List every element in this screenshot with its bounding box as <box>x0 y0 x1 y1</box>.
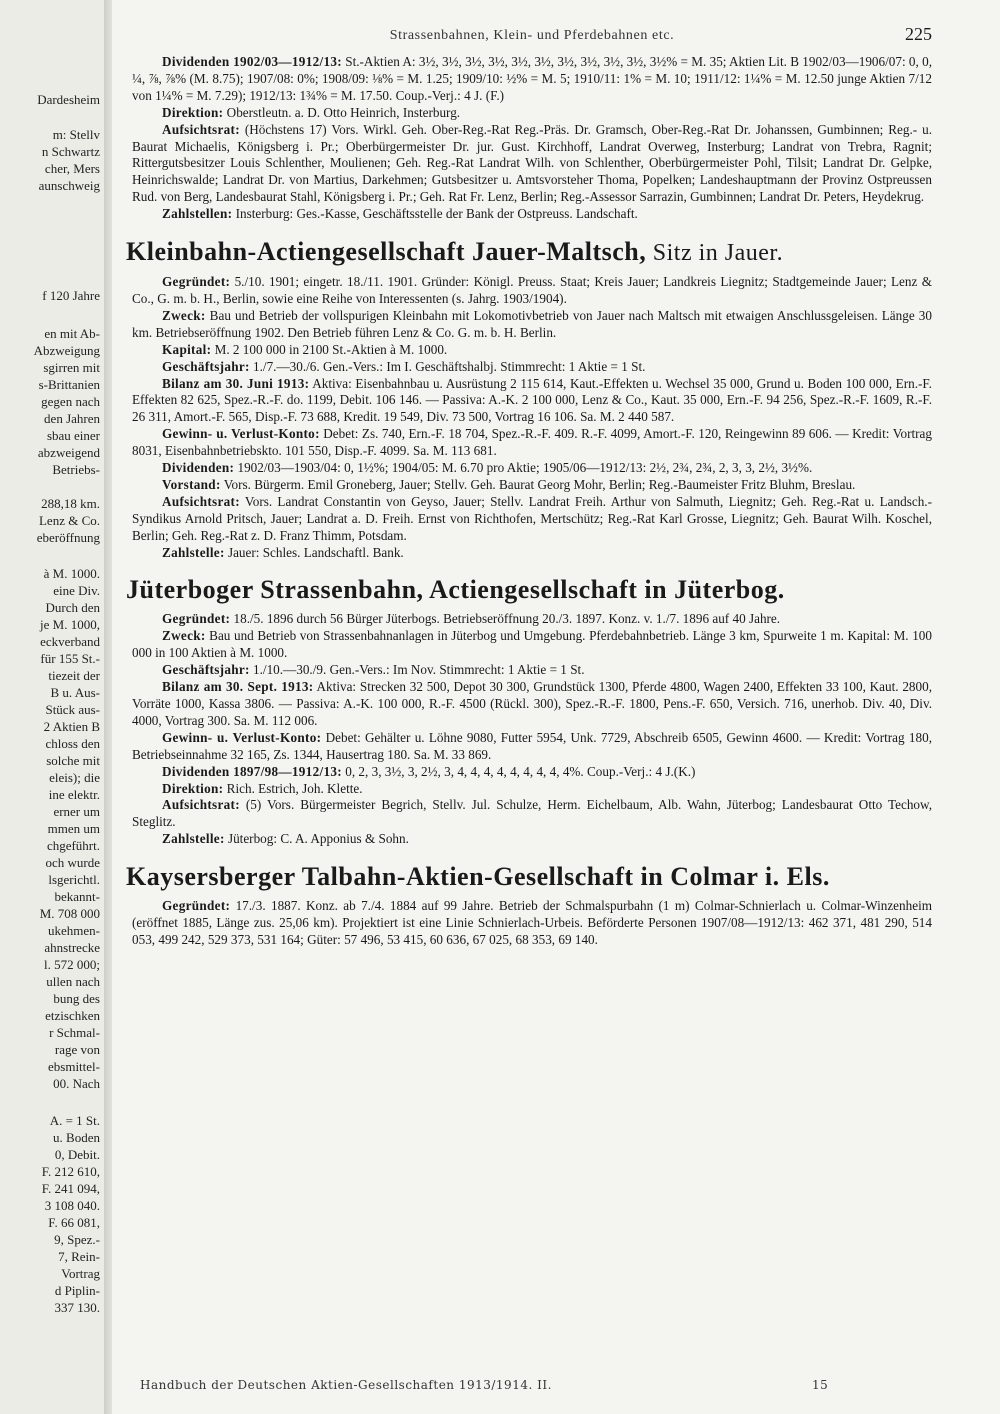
paragraph-label: Direktion: <box>162 780 224 796</box>
entry-paragraph <box>132 426 932 460</box>
facing-page-text-fragment: A. = 1 St. <box>49 1113 100 1128</box>
facing-page-text-fragment: 0, Debit. <box>54 1147 100 1162</box>
paragraph-text: M. 2 100 000 in 2100 St.-Aktien à M. 1000. <box>211 341 448 357</box>
facing-page-text-fragment: B u. Aus- <box>50 685 100 700</box>
facing-page-text-fragment: Durch den <box>45 600 100 615</box>
paragraph-text: Rich. Estrich, Joh. Klette. <box>223 780 363 796</box>
paragraph-label: Dividenden: <box>162 460 235 476</box>
facing-page-text-fragment: für 155 St.- <box>40 651 100 666</box>
facing-page-text-fragment: 288,18 km. <box>41 496 100 511</box>
facing-page-text-fragment: 7, Rein- <box>58 1249 100 1264</box>
facing-page-text-fragment: gegen nach <box>41 394 100 409</box>
paragraph-label: Gegründet: <box>162 274 231 290</box>
entry-paragraph <box>132 662 932 679</box>
entry-paragraph <box>132 628 932 662</box>
paragraph-label: Gewinn- u. Verlust-Konto: <box>162 729 322 745</box>
entry-paragraph <box>132 105 932 122</box>
facing-page-text-fragment: chloss den <box>45 736 100 751</box>
company-seat: Sitz in Jauer. <box>646 240 784 267</box>
paragraph-text: Debet: Zs. 740, Ern.-F. 18 704, Spez.-R.-F. 409. R.-F. 4099, Amort.-F. 120, Reingewinn 89 606. — Kredit: Vortrag 8031, Eisenbahnbetriebskto. 101 550, Disp.-F. 4099. Sa. M. 113 681. <box>132 426 933 459</box>
paragraph-text: 17./3. 1887. Konz. ab 7./4. 1884 auf 99 Jahre. Betrieb der Schmalspurbahn (1 m) Colmar-Schnierlach u. Colmar-Winzenheim (eröffnet 1885, Länge zus. 25,06 km). Projektiert ist eine Linie Schnierlach-Urbeis. Beförderte Personen 1907/08—1912/13: 462 371, 481 290, 514 053, 499 242, 529 373, 531 164; Güter: 57 496, 53 415, 60 636, 67 025, 68 353, 69 140. <box>132 898 932 947</box>
facing-page-text-fragment: en mit Ab- <box>44 326 100 341</box>
paragraph-text: Vors. Landrat Constantin von Geyso, Jauer; Stellv. Landrat Freih. Arthur von Salmuth, Liegnitz; Geh. Reg.-Rat u. Landsch.-Syndikus Arnold Pritsch, Jauer; Landrat a. D. Freih. Ernst von Richthofen, Mertschütz; Reg.-Rat Karl Grosse, Liegnitz; Geh. Baurat Wilh. Koschel, Berlin; Geh. Reg.-Rat z. D. Franz Thimm, Potsdam. <box>132 493 932 543</box>
paragraph-label: Gegründet: <box>162 898 231 914</box>
entry-paragraph <box>132 831 932 848</box>
paragraph-label: Zweck: <box>162 628 206 644</box>
company-heading <box>126 237 932 268</box>
facing-page-text-fragment: chgeführt. <box>46 838 100 853</box>
paragraph-text: Bau und Betrieb von Strassenbahnanlagen in Jüterbog und Umgebung. Pferdebahnbetrieb. Länge 3 km, Spurweite 1 m. Kapital: M. 100 000 in 100 Aktien à M. 1000. <box>132 628 932 661</box>
facing-page-text-fragment: rage von <box>54 1042 100 1057</box>
paragraph-text: 5./10. 1901; eingetr. 18./11. 1901. Gründer: Königl. Preuss. Staat; Kreis Jauer; Landkreis Liegnitz; Stadtgemeinde Jauer; Lenz & Co., G. m. b. H., Berlin, sowie eine Reihe von Interessenten (s. Jahrg. 1903/1904). <box>132 274 932 306</box>
facing-page-text-fragment: ukehmen- <box>48 923 100 938</box>
company-name: Kaysersberger Talbahn-Aktien-Gesellschaft in Colmar i. Els. <box>126 862 830 892</box>
entry-paragraph <box>132 206 932 223</box>
facing-page-text-fragment: à M. 1000. <box>43 566 100 581</box>
facing-page-text-fragment: d Piplin- <box>54 1283 100 1298</box>
paragraph-label: Zahlstelle: <box>162 831 225 847</box>
footer-note: Handbuch der Deutschen Aktien-Gesellschaften 1913/1914. II. <box>140 1378 552 1392</box>
facing-page-text-fragment: och wurde <box>45 855 100 870</box>
entry-paragraph <box>132 359 932 376</box>
facing-page-text-fragment: s-Brittanien <box>38 377 100 392</box>
paragraph-label: Zahlstelle: <box>162 544 225 560</box>
facing-page-text-fragment: erner um <box>53 804 100 819</box>
facing-page-text-fragment: aunschweig <box>38 178 100 193</box>
facing-page-text-fragment: sbau einer <box>46 428 100 443</box>
paragraph-text: Oberstleutn. a. D. Otto Heinrich, Insterburg. <box>223 104 461 120</box>
entry-paragraph <box>132 764 932 781</box>
facing-page-text-fragment: ine elektr. <box>48 787 100 802</box>
paragraph-label: Zweck: <box>162 307 206 323</box>
entry-paragraph <box>132 376 932 427</box>
entry-paragraph <box>132 545 932 562</box>
paragraph-text: (5) Vors. Bürgermeister Begrich, Stellv. Jul. Schulze, Herm. Eichelbaum, Alb. Wahn, Jüterbog; Landesbaurat Otto Techow, Steglitz. <box>132 797 932 830</box>
facing-page-text-fragment: abzweigend <box>37 445 100 460</box>
facing-page-text-fragment: f 120 Jahre <box>42 288 100 303</box>
facing-page-text-fragment: 2 Aktien B <box>43 719 100 734</box>
entry-paragraph <box>132 494 932 545</box>
paragraph-label: Geschäftsjahr: <box>162 358 250 374</box>
entry-paragraph <box>132 308 932 342</box>
facing-page-text-fragment: ullen nach <box>46 974 100 989</box>
entry-paragraph <box>132 477 932 494</box>
facing-page-text-fragment: bekannt- <box>54 889 100 904</box>
company-entry <box>126 575 932 848</box>
paragraph-text: 1902/03—1903/04: 0, 1½%; 1904/05: M. 6.70 pro Aktie; 1905/06—1912/13: 2½, 2¾, 2¾, 2, 3, 3, 2½, 3½%. <box>234 460 813 476</box>
facing-page-text-fragment: Abzweigung <box>33 343 100 358</box>
paragraph-text: Jauer: Schles. Landschaftl. Bank. <box>224 544 404 560</box>
paragraph-text: Bau und Betrieb der vollspurigen Kleinbahn mit Lokomotivbetrieb von Jauer nach Maltsch mit etwaigen Anschlussgeleisen. Länge 30 km. Betriebseröffnung 1902. Den Betrieb führen Lenz & Co. G. m. b. H. Berlin. <box>132 307 932 340</box>
paragraph-label: Gewinn- u. Verlust-Konto: <box>162 426 320 442</box>
facing-page-text-fragment: etzischken <box>45 1008 100 1023</box>
facing-page-text-fragment: 3 108 040. <box>44 1198 100 1213</box>
entry-paragraph <box>132 342 932 359</box>
paragraph-label: Bilanz am 30. Sept. 1913: <box>162 679 314 695</box>
facing-page-text-fragment: sgirren mit <box>43 360 100 375</box>
company-entry <box>126 237 933 561</box>
facing-page-text-fragment: M. 708 000 <box>39 906 100 921</box>
paragraph-text: 18./5. 1896 durch 56 Bürger Jüterbogs. Betriebseröffnung 20./3. 1897. Konz. v. 1./7. 1896 auf 40 Jahre. <box>230 611 781 627</box>
paragraph-label: Aufsichtsrat: <box>162 797 240 813</box>
company-name: Jüterboger Strassenbahn, Actiengesellschaft in Jüterbog. <box>126 575 785 605</box>
paragraph-text: Aktiva: Strecken 32 500, Depot 30 300, Grundstück 1300, Pferde 4800, Wagen 2400, Effekten 33 100, Kaut. 2800, Vorräte 1000, Kassa 3806. — Passiva: A.-K. 100 000, R.-F. 4500 (Rückl. 300), Spez.-R.-F. 1800, Pens.-F. 650, Versich. 716, unerhob. Div. 40, Div. 4000, Vortrag 300. Sa. M. 112 006. <box>132 679 932 728</box>
entries <box>126 237 933 949</box>
paragraph-label: Geschäftsjahr: <box>162 662 250 678</box>
company-name: Kleinbahn-Actiengesellschaft Jauer-Maltsch, <box>126 237 647 267</box>
entry-paragraph <box>132 54 932 105</box>
facing-page-text-fragment: Lenz & Co. <box>38 513 100 528</box>
facing-page-text-fragment: u. Boden <box>53 1130 100 1145</box>
facing-page-text-fragment: ahnstrecke <box>44 940 100 955</box>
entry-paragraph <box>132 122 932 207</box>
paragraph-label: Vorstand: <box>162 476 221 492</box>
entry-paragraph <box>132 730 932 764</box>
facing-page-text-fragment: F. 241 094, <box>41 1181 100 1196</box>
facing-page-text-fragment: den Jahren <box>44 411 100 426</box>
facing-page-text-fragment: Betriebs- <box>52 462 100 477</box>
paragraph-label: Dividenden 1902/03—1912/13: <box>162 54 342 69</box>
page-body <box>126 24 933 949</box>
paragraph-text: Debet: Gehälter u. Löhne 9080, Futter 5954, Unk. 7729, Abschreib 6505, Gewinn 4600. — Kredit: Vortrag 180, Betriebseinnahme 32 165, Zs. 1344, Hausertrag 180. Sa. M. 33 869. <box>132 729 932 762</box>
continued-entry <box>132 54 932 223</box>
paragraph-label: Dividenden 1897/98—1912/13: <box>162 763 342 779</box>
paragraph-text: Aktiva: Eisenbahnbau u. Ausrüstung 2 115 614, Kaut.-Effekten u. Wechsel 35 000, Grund u. Boden 100 000, Ern.-F. Effekten 82 625, Spez.-R.-F. do. 1199, Debit. 106 146. — Passiva: A.-K. 2 100 000, Lenz & Co., Kaut. 35 000, Ern.-F. 94 256, Spez.-R.-F. 1609, R.-F. 26 311, Amort.-F. 565, Disp.-F. 73 688, Kredit. 19 549, Div. 73 500, Vortrag 16 106. Sa. M. 2 440 587. <box>132 375 932 425</box>
facing-page-text-fragment: r Schmal- <box>49 1025 100 1040</box>
paragraph-text: Insterburg: Ges.-Kasse, Geschäftsstelle der Bank der Ostpreuss. Landschaft. <box>232 206 638 222</box>
running-head <box>132 24 932 54</box>
facing-page-text-fragment: n Schwartz <box>41 144 100 159</box>
paragraph-label: Aufsichtsrat: <box>162 493 240 509</box>
facing-page-text-fragment: cher, Mers <box>44 161 100 176</box>
facing-page-text-fragment: eleis); die <box>49 770 100 785</box>
facing-page-text-fragment: ebsmittel- <box>48 1059 100 1074</box>
facing-page-margin <box>0 0 112 1414</box>
entry-paragraph <box>132 898 932 949</box>
entry-paragraph <box>132 797 932 831</box>
facing-page-text-fragment: Vortrag <box>61 1266 100 1281</box>
company-heading <box>126 575 932 605</box>
paragraph-label: Zahlstellen: <box>162 206 233 222</box>
company-heading <box>126 862 932 892</box>
binding-seam <box>104 0 112 1414</box>
paragraph-label: Kapital: <box>162 341 212 357</box>
facing-page-text-fragment: eckverband <box>40 634 100 649</box>
facing-page-text-fragment: mmen um <box>47 821 100 836</box>
page-number: 225 <box>905 24 932 44</box>
facing-page-text-fragment: eine Div. <box>53 583 100 598</box>
paragraph-text: 1./10.—30./9. Gen.-Vers.: Im Nov. Stimmrecht: 1 Aktie = 1 St. <box>249 662 585 678</box>
facing-page-text-fragment: l. 572 000; <box>44 957 100 972</box>
facing-page-text-fragment: F. 66 081, <box>48 1215 100 1230</box>
facing-page-text-fragment: 9, Spez.- <box>54 1232 100 1247</box>
paragraph-label: Direktion: <box>162 104 224 120</box>
paragraph-label: Gegründet: <box>162 611 231 627</box>
facing-page-text-fragment: 337 130. <box>54 1300 100 1315</box>
facing-page-text-fragment: je M. 1000, <box>40 617 100 632</box>
facing-page-text-fragment: Dardesheim <box>37 92 100 107</box>
facing-page-text-fragment: tiezeit der <box>48 668 100 683</box>
paragraph-text: 1./7.—30./6. Gen.-Vers.: Im I. Geschäftshalbj. Stimmrecht: 1 Aktie = 1 St. <box>249 358 646 374</box>
entry-paragraph <box>132 679 932 730</box>
facing-page-text-fragment: 00. Nach <box>53 1076 100 1091</box>
facing-page-text-fragment: Stück aus- <box>45 702 100 717</box>
paragraph-label: Aufsichtsrat: <box>162 121 240 137</box>
facing-page-text-fragment: m: Stellv <box>52 127 100 142</box>
company-entry <box>126 862 932 949</box>
facing-page-text-fragment: F. 212 610, <box>41 1164 100 1179</box>
signature-mark: 15 <box>812 1378 829 1392</box>
facing-page-text-fragment: solche mit <box>46 753 100 768</box>
entry-paragraph <box>132 274 932 308</box>
running-title: Strassenbahnen, Klein- und Pferdebahnen etc. <box>389 28 675 43</box>
entry-paragraph <box>132 611 932 628</box>
facing-page-text-fragment: eberöffnung <box>36 530 100 545</box>
paragraph-text: St.-Aktien A: 3½, 3½, 3½, 3½, 3½, 3½, 3½, 3½, 3½, 3½, 3½% = M. 35; Aktien Lit. B 1902/03—1906/07: 0, 0, ¼, ⅞, ⅞% (M. 8.75); 1907/08: 0%; 1908/09: ⅛% = M. 1.25; 1909/10: ½% = M. 5; 1910/11: 1% = M. 10; 1911/12: 1¼% = M. 12.50 junge Aktien 7/12 von 1¼% = M. 7.29); 1912/13: 1¾% = M. 17.50. Coup.-Verj.: 4 J. (F.) <box>132 54 933 103</box>
paragraph-text: 0, 2, 3, 3½, 3, 2½, 3, 4, 4, 4, 4, 4, 4, 4, 4, 4%. Coup.-Verj.: 4 J.(K.) <box>341 763 696 779</box>
paragraph-text: Vors. Bürgerm. Emil Groneberg, Jauer; Stellv. Geh. Baurat Georg Mohr, Berlin; Reg.-Baumeister Fritz Bluhm, Breslau. <box>220 476 856 492</box>
facing-page-text-fragment: lsgerichtl. <box>48 872 100 887</box>
paragraph-text: (Höchstens 17) Vors. Wirkl. Geh. Ober-Reg.-Rat Reg.-Präs. Dr. Gramsch, Ober-Reg.-Rat Dr. Johanssen, Gumbinnen; Reg.- u. Baurat Michaelis, Königsberg i. Pr.; Oberbürgermeister Dr. jur. Gust. Kirchhoff, Landrat Overweg, Insterburg; Landrat von Trebra, Ragnit; Rittergutsbesitzer Louis Schlenther, Moulienen; Geh. Reg.-Rat Landrat Wilh. von Schlenther, Oberbürgermeister Pohl, Tilsit; Landrat Dr. Gelpke, Heinrichswalde; Landrat Dr. von Martius, Darkehmen; Gutsbesitzer u. Amtsvorsteher Thoma, Popelken; Landeshauptmann der Provinz Ostpreussen Rud. von Berg, Landesbaurat Stahl, Königsberg i. Pr.; Geh. Rat Fr. Lenz, Berlin; Reg.-Assessor Sarrazin, Gumbinnen; Landrat Dr. Peters, Heydekrug. <box>132 121 932 205</box>
entry-paragraph <box>132 460 932 477</box>
paragraph-text: Jüterbog: C. A. Apponius & Sohn. <box>224 831 409 847</box>
entry-paragraph <box>132 781 932 798</box>
facing-page-text-fragment: bung des <box>53 991 100 1006</box>
paragraph-label: Bilanz am 30. Juni 1913: <box>162 375 310 391</box>
